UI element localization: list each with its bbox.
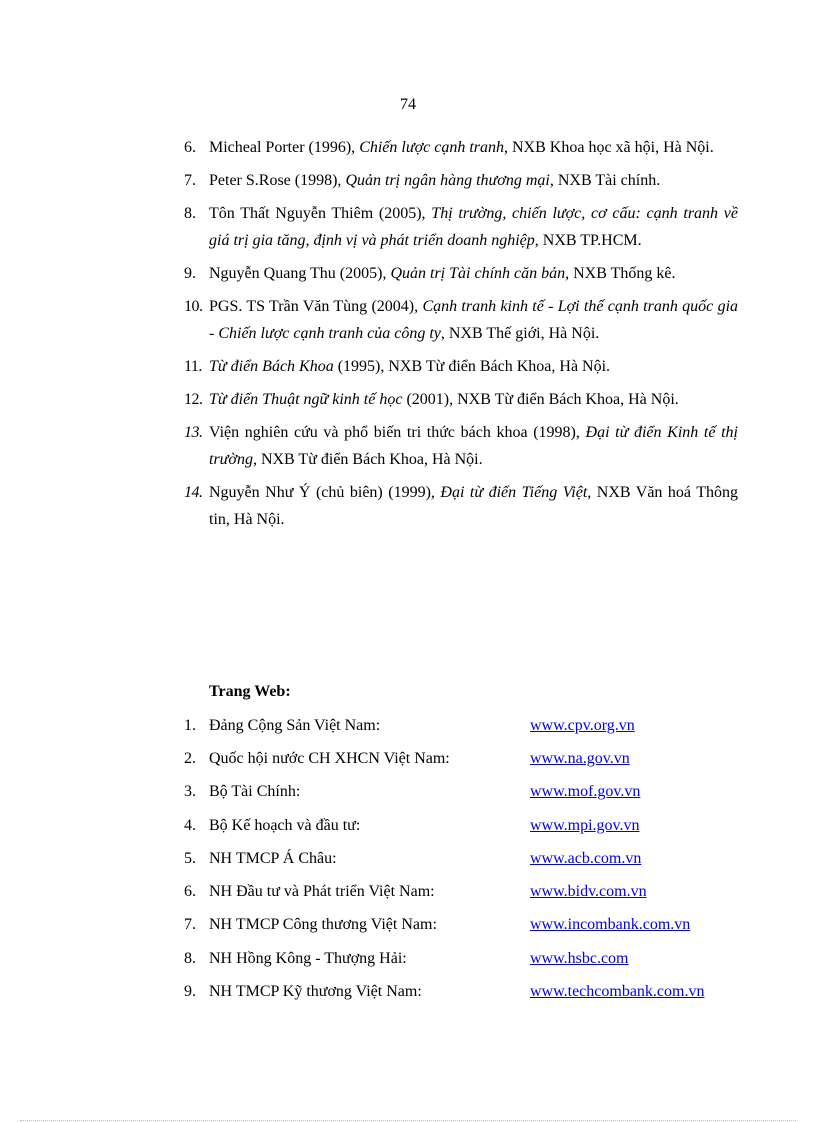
website-number: 2. bbox=[184, 749, 196, 767]
website-name: NH TMCP Công thương Việt Nam: bbox=[209, 916, 437, 934]
reference-segment: , NXB Văn hoá Thông tin, Hà Nội. bbox=[209, 484, 738, 528]
website-link[interactable]: www.bidv.com.vn bbox=[530, 883, 647, 901]
website-link[interactable]: www.mpi.gov.vn bbox=[530, 816, 640, 834]
reference-number: 11. bbox=[184, 358, 202, 375]
reference-item bbox=[184, 200, 738, 254]
reference-number: 8. bbox=[184, 205, 196, 222]
reference-segment: (1995), NXB Từ điển Bách Khoa, Hà Nội. bbox=[333, 358, 611, 375]
website-row bbox=[184, 709, 744, 742]
reference-list bbox=[184, 134, 738, 539]
reference-segment: Nguyễn Như Ý (chủ biên) (1999), bbox=[209, 484, 441, 501]
website-link[interactable]: www.acb.com.vn bbox=[530, 849, 642, 867]
web-heading: Trang Web: bbox=[209, 683, 291, 700]
reference-title: Chiến lược cạnh tranh bbox=[359, 139, 504, 156]
website-row bbox=[184, 975, 744, 1008]
reference-title: Đại từ điển Kinh tế thị trường bbox=[209, 424, 738, 468]
reference-segment: , NXB Thống kê. bbox=[565, 265, 676, 282]
website-number: 1. bbox=[184, 716, 196, 734]
reference-title: Quản trị Tài chính căn bản bbox=[390, 265, 566, 282]
website-name: Bộ Tài Chính: bbox=[209, 783, 301, 801]
reference-segment: Peter S.Rose (1998), bbox=[209, 172, 346, 189]
website-row bbox=[184, 842, 744, 875]
website-number: 3. bbox=[184, 783, 196, 801]
reference-title: Quản trị ngân hàng thương mại bbox=[345, 172, 550, 189]
reference-segment: (2001), NXB Từ điển Bách Khoa, Hà Nội. bbox=[402, 391, 679, 408]
reference-number: 10. bbox=[184, 298, 203, 315]
reference-title: Từ điển Thuật ngữ kinh tế học bbox=[209, 391, 403, 408]
reference-number: 6. bbox=[184, 139, 196, 156]
reference-number: 12. bbox=[184, 391, 203, 408]
reference-item bbox=[184, 134, 738, 161]
website-name: NH Đầu tư và Phát triển Việt Nam: bbox=[209, 883, 435, 901]
website-name: Đảng Cộng Sản Việt Nam: bbox=[209, 716, 381, 734]
website-number: 4. bbox=[184, 816, 196, 834]
reference-segment: Micheal Porter (1996), bbox=[209, 139, 360, 156]
website-number: 8. bbox=[184, 949, 196, 967]
website-link[interactable]: www.cpv.org.vn bbox=[530, 716, 635, 734]
reference-title: Cạnh tranh kinh tế - Lợi thế cạnh tranh quốc gia - Chiến lược cạnh tranh của công ty bbox=[209, 298, 739, 342]
reference-item bbox=[184, 167, 738, 194]
reference-text bbox=[209, 353, 738, 380]
reference-segment: Viện nghiên cứu và phổ biến tri thức bách khoa (1998), bbox=[209, 424, 586, 441]
website-row bbox=[184, 809, 744, 842]
website-name: NH TMCP Á Châu: bbox=[209, 849, 337, 867]
reference-title: Thị trường, chiến lược, cơ cấu: cạnh tranh về giá trị gia tăng, định vị và phát triển doanh nghiệp bbox=[209, 205, 738, 249]
reference-title: Đại từ điển Tiếng Việt bbox=[440, 484, 588, 501]
reference-segment: , NXB Tài chính. bbox=[549, 172, 661, 189]
reference-text bbox=[209, 419, 738, 473]
website-name: NH Hồng Kông - Thượng Hải: bbox=[209, 949, 407, 967]
reference-segment: Nguyễn Quang Thu (2005), bbox=[209, 265, 391, 282]
website-row bbox=[184, 942, 744, 975]
website-row bbox=[184, 776, 744, 809]
website-number: 5. bbox=[184, 849, 196, 867]
page-number: 74 bbox=[400, 96, 416, 113]
reference-text bbox=[209, 200, 738, 254]
reference-item bbox=[184, 419, 738, 473]
reference-number: 9. bbox=[184, 265, 196, 282]
website-link[interactable]: www.incombank.com.vn bbox=[530, 916, 691, 934]
reference-text bbox=[209, 260, 738, 287]
website-link[interactable]: www.mof.gov.vn bbox=[530, 783, 641, 801]
website-link[interactable]: www.hsbc.com bbox=[530, 949, 629, 967]
reference-item bbox=[184, 353, 738, 380]
reference-number: 13. bbox=[184, 424, 203, 441]
reference-number: 14. bbox=[184, 484, 203, 501]
website-row bbox=[184, 742, 744, 775]
page-bottom-divider bbox=[20, 1120, 796, 1121]
reference-segment: , NXB Khoa học xã hội, Hà Nội. bbox=[504, 139, 714, 156]
reference-text bbox=[209, 479, 738, 533]
reference-segment: PGS. TS Trần Văn Tùng (2004), bbox=[209, 298, 423, 315]
website-row bbox=[184, 875, 744, 908]
reference-number: 7. bbox=[184, 172, 196, 189]
website-link[interactable]: www.na.gov.vn bbox=[530, 749, 630, 767]
website-number: 7. bbox=[184, 916, 196, 934]
website-link[interactable]: www.techcombank.com.vn bbox=[530, 983, 705, 1001]
website-name: NH TMCP Kỹ thương Việt Nam: bbox=[209, 983, 422, 1001]
reference-text bbox=[209, 167, 738, 194]
reference-text bbox=[209, 134, 738, 161]
website-number: 9. bbox=[184, 983, 196, 1001]
reference-segment: Tôn Thất Nguyễn Thiêm (2005), bbox=[209, 205, 432, 222]
reference-item bbox=[184, 260, 738, 287]
reference-text bbox=[209, 293, 738, 347]
reference-item bbox=[184, 293, 738, 347]
website-number: 6. bbox=[184, 883, 196, 901]
reference-text bbox=[209, 386, 738, 413]
reference-title: Từ điển Bách Khoa bbox=[209, 358, 334, 375]
website-row bbox=[184, 909, 744, 942]
reference-segment: , NXB TP.HCM. bbox=[534, 232, 642, 249]
reference-segment: , NXB Thế giới, Hà Nội. bbox=[440, 325, 600, 342]
reference-segment: , NXB Từ điển Bách Khoa, Hà Nội. bbox=[252, 451, 483, 468]
website-list bbox=[184, 709, 744, 1009]
reference-item bbox=[184, 386, 738, 413]
website-name: Bộ Kế hoạch và đầu tư: bbox=[209, 816, 361, 834]
website-name: Quốc hội nước CH XHCN Việt Nam: bbox=[209, 749, 450, 767]
reference-item bbox=[184, 479, 738, 533]
